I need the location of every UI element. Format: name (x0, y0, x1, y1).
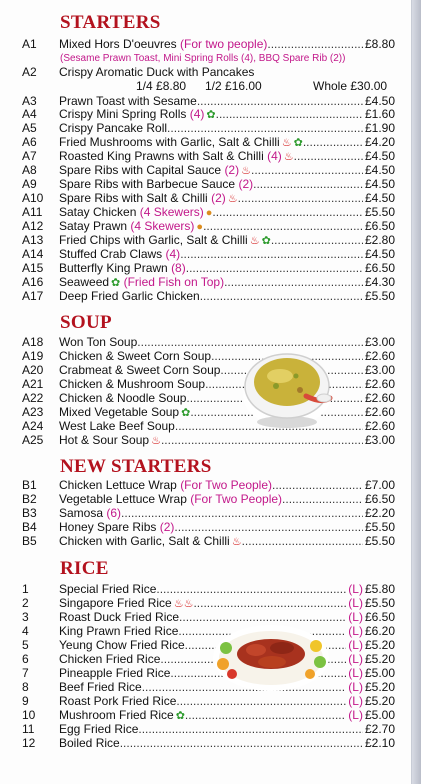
item-price: £6.50 (364, 261, 395, 275)
item-code: 3 (22, 610, 29, 624)
item-code: A10 (22, 191, 44, 205)
item-code: B3 (22, 506, 37, 520)
item-code: A18 (22, 335, 44, 349)
item-name: Crispy Mini Spring Rolls (59, 107, 187, 121)
dot-leader (167, 121, 363, 136)
item-code: A13 (22, 233, 44, 247)
size-label: (L) (348, 624, 363, 638)
item-code: A19 (22, 349, 44, 363)
cracker-icon: ● (205, 207, 213, 219)
menu-item-a18 (0, 335, 410, 350)
item-code: B1 (22, 478, 37, 492)
chilli-icon: ♨ (281, 137, 292, 149)
item-name: Butterfly King Prawn (59, 261, 168, 275)
item-name: Chicken with Garlic, Salt & Chilli (59, 534, 230, 548)
price-whole: Whole £30.00 (313, 79, 388, 93)
item-code: A12 (22, 219, 44, 233)
dot-leader (251, 163, 363, 178)
item-price: £4.50 (364, 163, 395, 177)
size-label: (L) (348, 652, 363, 666)
item-price: £5.50 (364, 289, 395, 303)
item-price: £3.00 (364, 433, 395, 447)
menu-item-a17 (0, 289, 410, 304)
dot-leader (238, 191, 363, 206)
item-note: (2) (211, 191, 226, 205)
menu-item-a1 (0, 37, 410, 52)
item-name: Mixed Vegetable Soup (59, 405, 180, 419)
item-name: Boiled Rice (59, 736, 120, 750)
menu-item-a6 (0, 135, 410, 150)
menu-item-a16 (0, 275, 410, 290)
menu-item-r4 (0, 624, 410, 639)
menu-item-r3 (0, 610, 410, 625)
item-price: £4.50 (364, 94, 395, 108)
item-name: Satay Prawn (59, 219, 128, 233)
item-code: A9 (22, 177, 37, 191)
item-code: 11 (22, 722, 35, 736)
item-price: £2.70 (364, 722, 395, 736)
menu-item-r11 (0, 722, 410, 737)
section-title-rice: RICE (60, 558, 109, 579)
section-title-starters: STARTERS (60, 12, 161, 33)
item-code: 2 (22, 596, 29, 610)
menu-item-a12 (0, 219, 410, 234)
item-name: Satay Chicken (59, 205, 137, 219)
item-name: Beef Fried Rice (59, 680, 142, 694)
dot-leader (193, 596, 346, 611)
item-price: £6.50 (364, 492, 395, 506)
menu-item-a10 (0, 191, 410, 206)
chilli-icon: ♨ (241, 165, 251, 177)
menu-item-b2 (0, 492, 410, 507)
item-name: Spare Ribs with Capital Sauce (59, 163, 222, 177)
dot-leader (200, 289, 363, 304)
item-code: B5 (22, 534, 37, 548)
section-title-soup: SOUP (60, 312, 112, 333)
dot-leader (203, 219, 363, 234)
dot-leader (156, 582, 346, 597)
item-price: £6.50 (364, 219, 395, 233)
item-price: £6.20 (364, 624, 395, 638)
menu-item-r12 (0, 736, 410, 751)
menu-item-r2 (0, 596, 410, 611)
item-note: (8) (171, 261, 186, 275)
item-code: A6 (22, 135, 37, 149)
vegetarian-leaf-icon: ✿ (293, 137, 303, 149)
size-label: (L) (348, 666, 363, 680)
menu-item-a23 (0, 405, 410, 420)
page-edge-line (411, 0, 412, 784)
vegetarian-leaf-icon: ✿ (181, 407, 191, 419)
item-name: West Lake Beef Soup (59, 419, 175, 433)
item-name: King Prawn Fried Rice (59, 624, 179, 638)
item-note: (4) (165, 247, 181, 261)
item-price: £5.80 (364, 582, 395, 596)
vegetarian-leaf-icon: ✿ (206, 109, 216, 121)
item-price: £5.20 (364, 680, 395, 694)
item-price: £2.60 (364, 349, 395, 363)
item-note: (4) (267, 149, 282, 163)
item-detail: (Sesame Prawn Toast, Mini Spring Rolls (4), BBQ Spare Rib (2)) (60, 53, 346, 64)
menu-item-a2 (0, 65, 410, 80)
item-note: (For Two People) (190, 492, 283, 506)
item-name: Chicken & Sweet Corn Soup (59, 349, 212, 363)
item-name: Crispy Pancake Roll (59, 121, 168, 135)
item-name: Roasted King Prawns with Salt & Chilli (59, 149, 264, 163)
menu-item-a21 (0, 377, 410, 392)
dot-leader (212, 205, 363, 220)
item-name: Spare Ribs with Salt & Chilli (59, 191, 208, 205)
item-code: 12 (22, 736, 36, 750)
item-price: £2.60 (364, 391, 395, 405)
menu-item-a15 (0, 261, 410, 276)
item-code: 10 (22, 708, 36, 722)
item-name: Vegetable Lettuce Wrap (59, 492, 187, 506)
menu-item-a13 (0, 233, 410, 248)
soup-bowl-image (240, 336, 334, 432)
item-note: (2) (224, 163, 240, 177)
item-code: A22 (22, 391, 44, 405)
size-label: (L) (348, 582, 363, 596)
menu-item-b4 (0, 520, 410, 535)
dot-leader (121, 506, 363, 521)
chilli-icon: ♨♨ (173, 598, 194, 610)
item-code: 5 (22, 638, 29, 652)
item-code: A2 (22, 65, 37, 79)
item-price: £5.20 (364, 638, 395, 652)
item-name: Chicken Lettuce Wrap (59, 478, 177, 492)
item-code: 7 (22, 666, 29, 680)
item-price: £5.20 (364, 694, 395, 708)
menu-item-a8 (0, 163, 410, 178)
cracker-icon: ● (196, 221, 204, 233)
item-price: £5.50 (364, 205, 395, 219)
item-note: (4 Skewers) (139, 205, 204, 219)
dot-leader (282, 492, 363, 507)
item-name: Deep Fried Garlic Chicken (59, 289, 200, 303)
item-price: £2.10 (364, 736, 395, 750)
menu-item-a11 (0, 205, 410, 220)
item-code: A3 (22, 94, 37, 108)
item-price: £2.60 (364, 405, 395, 419)
menu-item-r1 (0, 582, 410, 597)
item-code: 8 (22, 680, 29, 694)
price-half: 1/2 £16.00 (205, 79, 262, 93)
menu-item-b5 (0, 534, 410, 549)
item-name: Chicken & Noodle Soup (59, 391, 187, 405)
menu-item-a22 (0, 391, 410, 406)
menu-item-r5 (0, 638, 410, 653)
item-note: (Fried Fish on Top) (123, 275, 225, 289)
item-code: 4 (22, 624, 29, 638)
item-price: £8.80 (364, 37, 395, 51)
item-price: £4.50 (364, 149, 395, 163)
item-code: A24 (22, 419, 44, 433)
size-label: (L) (348, 596, 363, 610)
item-code: A7 (22, 149, 37, 163)
item-price: £2.20 (364, 506, 395, 520)
menu-item-a14 (0, 247, 410, 262)
dot-leader (271, 233, 363, 248)
menu-item-a1-detail (0, 51, 410, 66)
item-name: Hot & Sour Soup (59, 433, 150, 447)
item-price: £3.00 (364, 363, 395, 377)
menu-item-a9 (0, 177, 410, 192)
item-name: Mixed Hors D'oeuvres (59, 37, 177, 51)
item-note: (6) (106, 506, 122, 520)
dot-leader (242, 534, 363, 549)
item-name: Singapore Fried Rice (59, 596, 172, 610)
item-name: Fried Chips with Garlic, Salt & Chilli (59, 233, 248, 247)
chilli-icon: ♨ (283, 151, 294, 163)
vegetarian-leaf-icon: ✿ (175, 710, 185, 722)
item-price: £1.90 (364, 121, 395, 135)
vegetarian-leaf-icon: ✿ (111, 277, 121, 289)
item-name: Honey Spare Ribs (59, 520, 157, 534)
item-price: £6.50 (364, 610, 395, 624)
dot-leader (176, 694, 346, 709)
size-label: (L) (348, 708, 363, 722)
item-name: Chicken Fried Rice (59, 652, 161, 666)
item-price: £2.80 (364, 233, 395, 247)
item-name: Fried Mushrooms with Garlic, Salt & Chilli (59, 135, 280, 149)
item-price: £4.50 (364, 177, 395, 191)
item-note: (For Two People) (180, 478, 273, 492)
dot-leader (180, 247, 363, 262)
item-name: Egg Fried Rice (59, 722, 139, 736)
menu-item-a25 (0, 433, 410, 448)
item-name: Crabmeat & Sweet Corn Soup (59, 363, 221, 377)
chilli-icon: ♨ (231, 536, 242, 548)
chilli-icon: ♨ (227, 193, 238, 205)
dot-leader (267, 37, 363, 52)
dot-leader (294, 149, 363, 164)
item-name: Prawn Toast with Sesame (59, 94, 197, 108)
item-price: £4.50 (364, 191, 395, 205)
dot-leader (120, 736, 363, 751)
menu-item-r7 (0, 666, 410, 681)
item-price: £5.50 (364, 596, 395, 610)
item-name: Stuffed Crab Claws (59, 247, 163, 261)
price-quarter: 1/4 £8.80 (136, 79, 187, 93)
item-code: B2 (22, 492, 37, 506)
item-price: £3.00 (364, 335, 395, 349)
item-name: Seaweed (59, 275, 110, 289)
item-price: £5.20 (364, 652, 395, 666)
item-code: 1 (22, 582, 29, 596)
menu-item-a7 (0, 149, 410, 164)
dot-leader (216, 107, 363, 122)
menu-item-r10 (0, 708, 410, 723)
item-name: Samosa (59, 506, 104, 520)
item-name: Special Fried Rice (59, 582, 157, 596)
item-code: A20 (22, 363, 44, 377)
item-code: B4 (22, 520, 37, 534)
menu-item-a2-prices (0, 79, 410, 94)
dot-leader (174, 520, 363, 535)
size-label: (L) (348, 694, 363, 708)
vegetarian-leaf-icon: ✿ (261, 235, 271, 247)
size-label: (L) (348, 680, 363, 694)
menu-item-b3 (0, 506, 410, 521)
menu-item-b1 (0, 478, 410, 493)
item-name: Won Ton Soup (59, 335, 138, 349)
item-code: A16 (22, 275, 44, 289)
item-price: £7.00 (364, 478, 395, 492)
item-code: A4 (22, 107, 37, 121)
item-code: A1 (22, 37, 37, 51)
item-price: £5.50 (364, 520, 395, 534)
size-label: (L) (348, 610, 363, 624)
menu-item-r6 (0, 652, 410, 667)
item-name: Spare Ribs with Barbecue Sauce (59, 177, 236, 191)
section-title-new-starters: NEW STARTERS (60, 456, 212, 477)
item-code: A23 (22, 405, 44, 419)
item-note: (For two people) (180, 37, 268, 51)
item-price: £5.00 (364, 708, 395, 722)
item-note: (4 Skewers) (130, 219, 195, 233)
item-name: Crispy Aromatic Duck with Pancakes (59, 65, 255, 79)
menu-item-a24 (0, 419, 410, 434)
item-name: Chicken & Mushroom Soup (59, 377, 206, 391)
item-name: Pineapple Fried Rice (59, 666, 171, 680)
item-code: 9 (22, 694, 29, 708)
menu-item-a19 (0, 349, 410, 364)
rice-dish-image (210, 618, 332, 694)
menu-item-r9 (0, 694, 410, 709)
item-note: (4) (189, 107, 205, 121)
size-label: (L) (348, 638, 363, 652)
item-code: A8 (22, 163, 37, 177)
dot-leader (186, 261, 363, 276)
item-code: A14 (22, 247, 44, 261)
chilli-icon: ♨ (151, 435, 161, 447)
item-note: (2) (159, 520, 175, 534)
item-price: £4.20 (364, 135, 395, 149)
menu-item-a4 (0, 107, 410, 122)
item-price: £5.00 (364, 666, 395, 680)
item-code: 6 (22, 652, 29, 666)
dot-leader (253, 177, 363, 192)
dot-leader (272, 478, 363, 493)
item-price: £5.50 (364, 534, 395, 548)
item-price: £4.50 (364, 247, 395, 261)
item-note: (2) (238, 177, 254, 191)
dot-leader (138, 722, 363, 737)
item-name: Yeung Chow Fried Rice (59, 638, 185, 652)
item-code: A5 (22, 121, 37, 135)
menu-item-a20 (0, 363, 410, 378)
menu-item-a5 (0, 121, 410, 136)
menu-item-r8 (0, 680, 410, 695)
dot-leader (224, 275, 363, 290)
item-price: £2.60 (364, 419, 395, 433)
dot-leader (185, 708, 346, 723)
item-code: A15 (22, 261, 44, 275)
dot-leader (161, 433, 363, 448)
item-price: £1.60 (364, 107, 395, 121)
item-name: Roast Pork Fried Rice (59, 694, 177, 708)
item-price: £4.30 (364, 275, 395, 289)
dot-leader (303, 135, 363, 150)
item-code: A21 (22, 377, 44, 391)
chilli-icon: ♨ (249, 235, 260, 247)
item-name: Mushroom Fried Rice (59, 708, 174, 722)
page-edge (412, 0, 421, 784)
item-name: Roast Duck Fried Rice (59, 610, 180, 624)
item-code: A17 (22, 289, 44, 303)
item-code: A25 (22, 433, 44, 447)
item-code: A11 (22, 205, 43, 219)
item-price: £2.60 (364, 377, 395, 391)
